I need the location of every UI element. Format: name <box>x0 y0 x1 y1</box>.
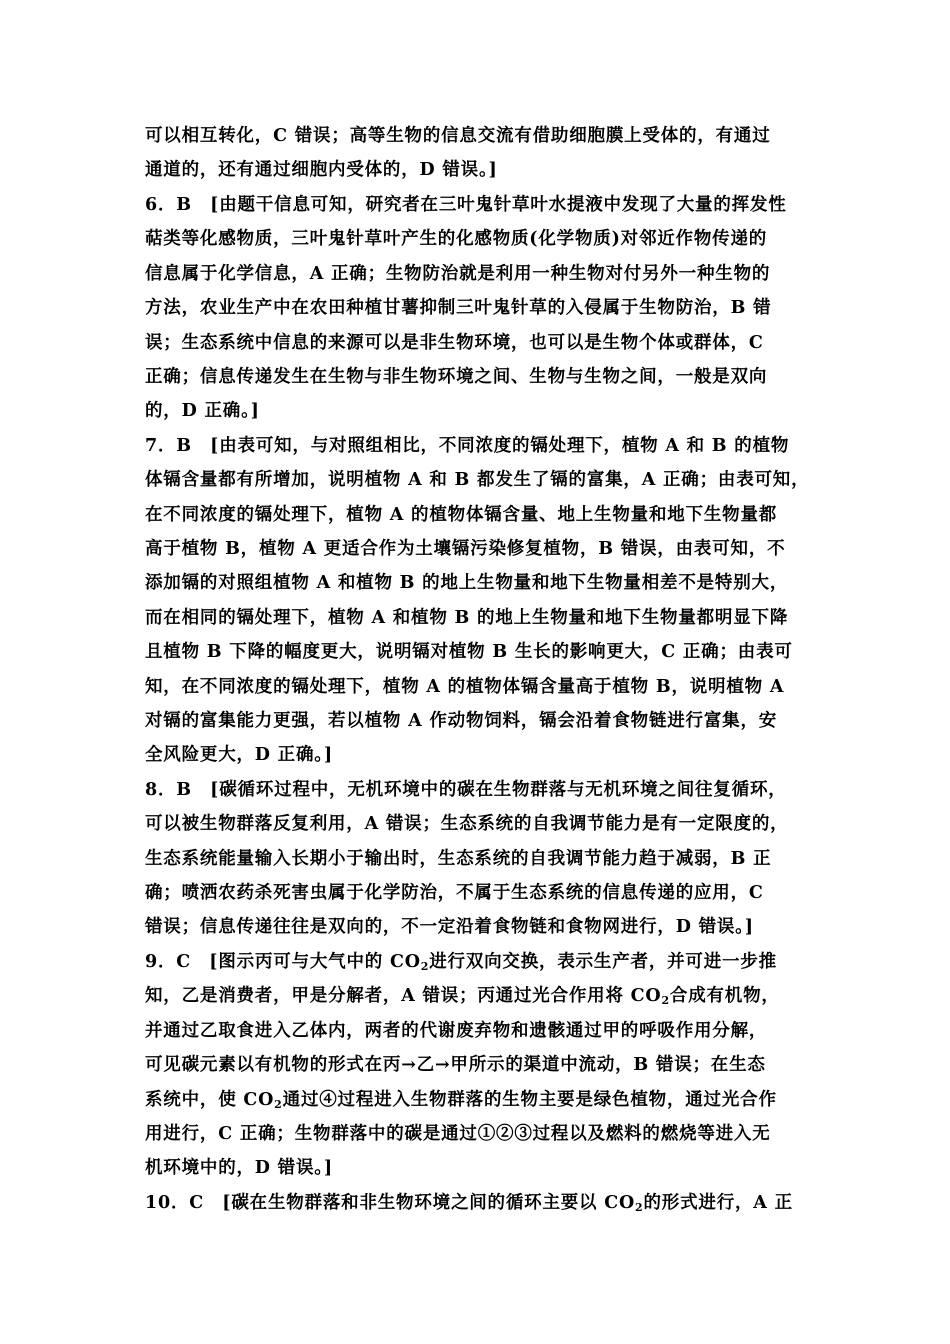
text-line: 6．B [由题干信息可知，研究者在三叶鬼针草叶水提液中发现了大量的挥发性 <box>145 195 787 215</box>
text-line: 信息属于化学信息，A 正确；生物防治就是利用一种生物对付另外一种生物的 <box>145 264 771 284</box>
text-line: 知，乙是消费者，甲是分解者，A 错误；丙通过光合作用将 $CO_2$合成有机物， <box>145 986 780 1007</box>
text-line: 生态系统能量输入长期小于输出时，生态系统的自我调节能力趋于减弱，B 正 <box>145 849 772 869</box>
text-line: 体镉含量都有所增加，说明植物 A 和 B 都发生了镉的富集，A 正确；由表可知， <box>145 470 810 490</box>
text-line: 可以相互转化，C 错误；高等生物的信息交流有借助细胞膜上受体的，有通过 <box>145 126 771 146</box>
text-line: 通道的，还有通过细胞内受体的，D 错误。] <box>145 160 498 180</box>
text-line: 误；生态系统中信息的来源可以是非生物环境，也可以是生物个体或群体，C <box>145 333 764 353</box>
text-line: 对镉的富集能力更强，若以植物 A 作动物饲料，镉会沿着食物链进行富集，安 <box>145 711 778 731</box>
text-line: 添加镉的对照组植物 A 和植物 B 的地上生物量和地下生物量相差不是特别大， <box>145 573 789 593</box>
text-line: 的，D 正确。] <box>145 401 260 421</box>
text-line: 可见碳元素以有机物的形式在丙→乙→甲所示的渠道中流动，B 错误；在生态 <box>145 1055 766 1075</box>
text-line: 并通过乙取食进入乙体内，两者的代谢废弃物和遗骸通过甲的呼吸作用分解， <box>145 1021 768 1041</box>
text-line: 萜类等化感物质，三叶鬼针草叶产生的化感物质(化学物质)对邻近作物传递的 <box>145 229 768 249</box>
text-line: 全风险更大，D 正确。] <box>145 745 333 765</box>
text-line: 确；喷洒农药杀死害虫属于化学防治，不属于生态系统的信息传递的应用，C <box>145 883 764 903</box>
text-line: 用进行，C 正确；生物群落中的碳是通过①②③过程以及燃料的燃烧等进入无 <box>145 1124 771 1144</box>
text-line: 可以被生物群落反复利用，A 错误；生态系统的自我调节能力是有一定限度的， <box>145 814 789 834</box>
text-line: 且植物 B 下降的幅度更大，说明镉对植物 B 生长的影响更大，C 正确；由表可 <box>145 642 793 662</box>
text-line: 10．C [碳在生物群落和非生物环境之间的循环主要以 $CO_2$的形式进行，A 正 <box>145 1193 793 1214</box>
text-line: 错误；信息传递往往是双向的，不一定沿着食物链和食物网进行，D 错误。] <box>145 917 754 937</box>
text-line: 9．C [图示丙可与大气中的 $CO_2$进行双向交换，表示生产者，并可进一步推 <box>145 952 777 973</box>
text-line: 7．B [由表可知，与对照组相比，不同浓度的镉处理下，植物 A 和 B 的植物 <box>145 436 790 456</box>
text-line: 高于植物 B，植物 A 更适合作为土壤镉污染修复植物，B 错误，由表可知，不 <box>145 539 786 559</box>
text-line: 方法，农业生产中在农田种植甘薯抑制三叶鬼针草的入侵属于生物防治，B 错 <box>145 298 772 318</box>
text-line: 在不同浓度的镉处理下，植物 A 的植物体镉含量、地上生物量和地下生物量都 <box>145 505 778 525</box>
text-line: 8．B [碳循环过程中，无机环境中的碳在生物群落与无机环境之间往复循环， <box>145 780 787 800</box>
text-line: 而在相同的镉处理下，植物 A 和植物 B 的地上生物量和地下生物量都明显下降 <box>145 608 789 628</box>
text-line: 系统中，使 $CO_2$通过④过程进入生物群落的生物主要是绿色植物，通过光合作 <box>145 1090 777 1111</box>
text-line: 机环境中的，D 错误。] <box>145 1158 333 1178</box>
text-line: 知，在不同浓度的镉处理下，植物 A 的植物体镉含量高于植物 B，说明植物 A <box>145 677 785 697</box>
text-line: 正确；信息传递发生在生物与非生物环境之间、生物与生物之间，一般是双向 <box>145 367 768 387</box>
